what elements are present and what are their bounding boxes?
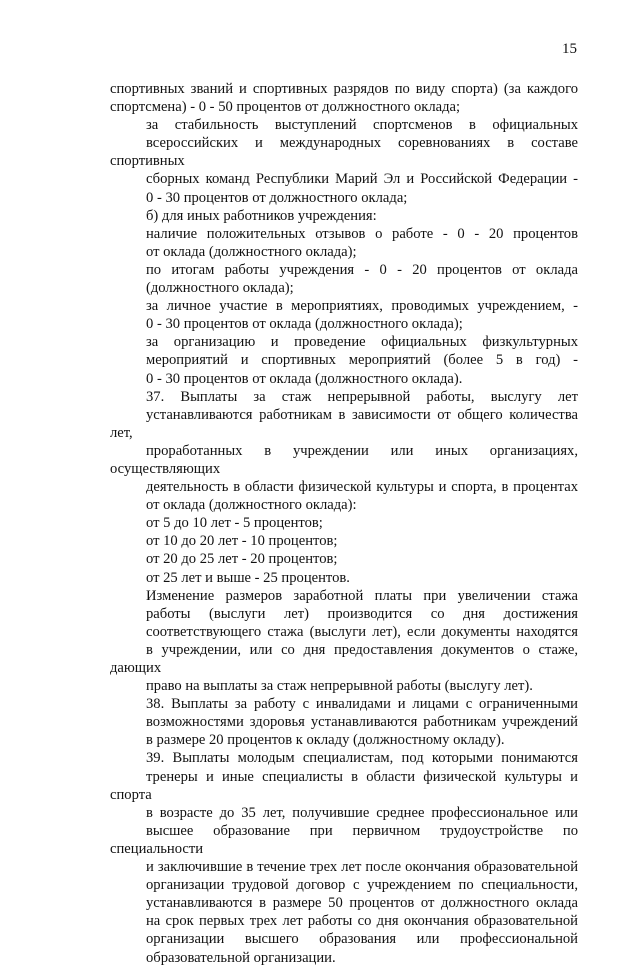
text-line: 0 - 30 процентов от оклада (должностного оклада); — [146, 316, 463, 333]
paragraph — [110, 569, 578, 587]
text-line: в размере 20 процентов к окладу (должностному окладу). — [146, 732, 505, 749]
text-line: проработанных в учреждении или иных организациях, осуществляющих — [110, 442, 578, 477]
paragraph — [110, 514, 578, 532]
page-number: 15 — [562, 41, 577, 57]
text-line: от 5 до 10 лет - 5 процентов; — [146, 515, 323, 532]
text-line: от оклада (должностного оклада): — [146, 497, 357, 514]
text-line: Изменение размеров заработной платы при увеличении стажа — [146, 587, 578, 604]
paragraph — [110, 695, 578, 749]
document-body — [110, 80, 578, 967]
text-line: 37. Выплаты за стаж непрерывной работы, выслугу лет — [146, 388, 578, 405]
paragraph — [110, 587, 578, 696]
text-line: возможностями здоровья устанавливаются работникам учреждений — [146, 714, 578, 731]
text-line: работы (выслуги лет) производится со дня достижения — [146, 605, 578, 622]
text-line: соответствующего стажа (выслуги лет), если документы находятся — [146, 623, 578, 640]
text-line: на срок первых трех лет работы со дня окончания образовательной — [146, 913, 578, 930]
text-line: в учреждении, или со дня предоставления документов о стаже, дающих — [110, 641, 578, 676]
paragraph — [110, 116, 578, 206]
text-line: за организацию и проведение официальных физкультурных — [146, 334, 578, 351]
paragraph — [110, 225, 578, 261]
text-line: право на выплаты за стаж непрерывной работы (выслугу лет). — [146, 678, 533, 695]
text-line: 38. Выплаты за работу с инвалидами и лицами с ограниченными — [146, 696, 578, 713]
text-line: (должностного оклада); — [146, 280, 294, 297]
text-line: мероприятий и спортивных мероприятий (более 5 в год) - — [146, 352, 578, 369]
text-line: от оклада (должностного оклада); — [146, 243, 357, 260]
text-line: от 20 до 25 лет - 20 процентов; — [146, 551, 338, 568]
paragraph — [110, 261, 578, 297]
text-line: деятельность в области физической культуры и спорта, в процентах — [146, 479, 578, 496]
text-line: б) для иных работников учреждения: — [146, 207, 377, 224]
text-line: спортсмена) - 0 - 50 процентов от должностного оклада; — [110, 99, 461, 116]
text-line: 39. Выплаты молодым специалистам, под которыми понимаются — [146, 750, 578, 767]
paragraph — [110, 333, 578, 387]
text-line: тренеры и иные специалисты в области физической культуры и спорта — [110, 768, 578, 803]
text-line: от 10 до 20 лет - 10 процентов; — [146, 533, 338, 550]
text-line: всероссийских и международных соревнованиях в составе спортивных — [110, 135, 578, 170]
paragraph — [110, 749, 578, 966]
text-line: за личное участие в мероприятиях, проводимых учреждением, - — [146, 298, 578, 315]
text-line: организации высшего образования или профессиональной — [146, 931, 578, 948]
text-line: образовательной организации. — [146, 949, 336, 966]
text-line: устанавливаются в размере 50 процентов от должностного оклада — [146, 895, 578, 912]
text-line: 0 - 30 процентов от должностного оклада; — [146, 189, 408, 206]
paragraph — [110, 532, 578, 550]
text-line: наличие положительных отзывов о работе - 0 - 20 процентов — [146, 225, 578, 242]
text-line: и заключившие в течение трех лет после окончания образовательной — [146, 859, 578, 876]
text-line: устанавливаются работникам в зависимости от общего количества лет, — [110, 406, 578, 441]
text-line: по итогам работы учреждения - 0 - 20 процентов от оклада — [146, 261, 578, 278]
paragraph — [110, 207, 578, 225]
text-line: 0 - 30 процентов от оклада (должностного оклада). — [146, 370, 463, 387]
paragraph — [110, 297, 578, 333]
paragraph — [110, 80, 578, 116]
text-line: организации трудовой договор с учреждением по специальности, — [146, 877, 578, 894]
text-line: от 25 лет и выше - 25 процентов. — [146, 569, 350, 586]
paragraph — [110, 550, 578, 568]
text-line: за стабильность выступлений спортсменов в официальных — [146, 117, 578, 134]
text-line: сборных команд Республики Марий Эл и Российской Федерации - — [146, 171, 578, 188]
text-line: в возрасте до 35 лет, получившие среднее профессиональное или — [146, 804, 578, 821]
paragraph — [110, 388, 578, 515]
text-line: спортивных званий и спортивных разрядов по виду спорта) (за каждого — [110, 81, 578, 97]
text-line: высшее образование при первичном трудоустройстве по специальности — [110, 822, 578, 857]
